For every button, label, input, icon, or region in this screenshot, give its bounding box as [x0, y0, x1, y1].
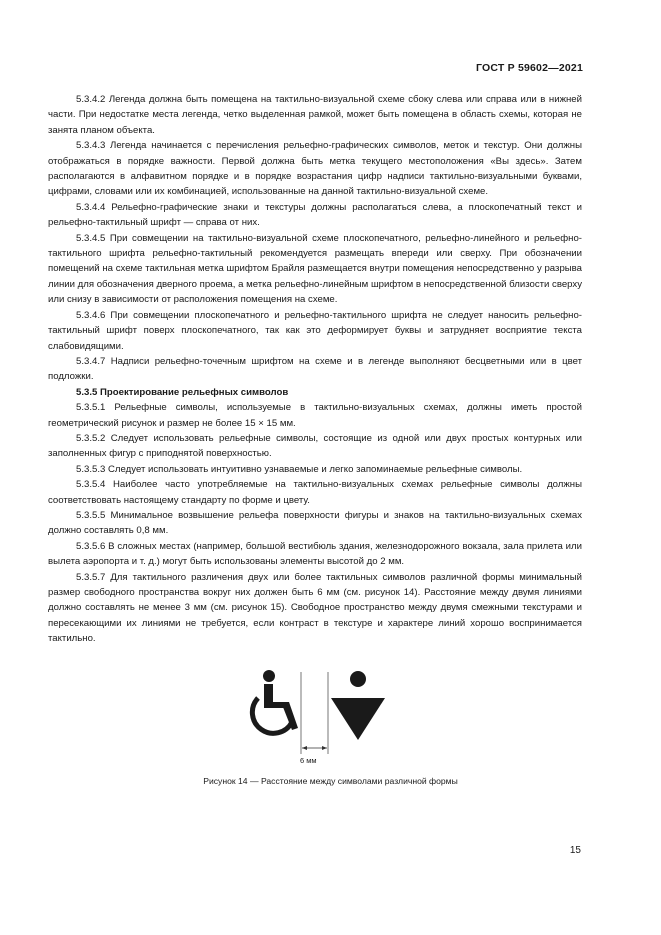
figure-14: [0, 670, 661, 770]
section-heading: 5.3.5 Проектирование рельефных символов: [76, 386, 289, 398]
paragraph: 5.3.4.2 Легенда должна быть помещена на тактильно-визуальной схеме сбоку слева или справа или в нижней части. При недостатке места легенда, четко выделенная рамкой, может быть помещена в область схемы, которая не занята планом объекта.: [48, 94, 582, 136]
paragraph: 5.3.5.1 Рельефные символы, используемые в тактильно-визуальных схемах, должны иметь простой геометрический рисунок и размер не более 15 × 15 мм.: [48, 402, 582, 429]
paragraph: 5.3.4.3 Легенда начинается с перечисления рельефно-графических символов, меток и текстур. Они должны отображаться в порядке важности. Первой должна быть метка текущего местоположения «Вы здесь». Затем располагаются в алфавитном порядке и в порядке возрастания цифр надписи тактильно-визуальными буквами, цифрами, словами или их комбинацией, использованные на данной тактильно-визуальной схеме.: [48, 140, 582, 198]
paragraph: 5.3.5.3 Следует использовать интуитивно узнаваемые и легко запоминаемые рельефные символы.: [76, 463, 523, 475]
symbols-figure: [0, 670, 661, 770]
body-text: [48, 92, 582, 647]
page-number: 15: [569, 845, 581, 856]
dimension-label: 6 мм: [300, 756, 317, 765]
standard-header: ГОСТ Р 59602—2021: [475, 62, 583, 74]
female-symbol-icon: [331, 671, 385, 740]
wheelchair-icon: [252, 670, 298, 733]
paragraph: 5.3.5.5 Минимальное возвышение рельефа поверхности фигуры и знаков на тактильно-визуальных схемах должно составлять 0,8 мм.: [48, 509, 582, 537]
paragraph: 5.3.4.7 Надписи рельефно-точечным шрифтом на схеме и в легенде выполняют бесцветными или в цвет подложки.: [48, 355, 582, 383]
paragraph: 5.3.5.4 Наиболее часто употребляемые на тактильно-визуальных схемах рельефные символы должны соответствовать настоящему стандарту по форме и цвету.: [48, 479, 582, 506]
paragraph: 5.3.5.6 В сложных местах (например, большой вестибюль здания, железнодорожного вокзала, зала прилета или вылета аэропорта и т. д.) могут быть использованы элементы высотой до 2 мм.: [48, 540, 582, 568]
figure-caption: Рисунок 14 — Расстояние между символами различной формы: [203, 776, 458, 786]
paragraph: 5.3.4.4 Рельефно-графические знаки и текстуры должны располагаться слева, а плоскопечатный текст и рельефно-тактильный шрифт — справа от них.: [48, 201, 582, 229]
paragraph: 5.3.4.5 При совмещении на тактильно-визуальной схеме плоскопечатного, рельефно-линейного и рельефно-тактильного шрифта рельефно-тактильный рекомендуется размещать впереди или сверху. При обозначении помещений на схеме тактильная метка шрифтом Брайля размещается внутри помещения непосредственно у разрыва линии для обозначения дверного проема, а метка рельефно-линейным шрифтом в непосредственной близости сверху или снизу в зависимости от расположения помещения на схеме.: [48, 232, 582, 306]
paragraph: 5.3.4.6 При совмещении плоскопечатного и рельефно-тактильного шрифта не следует наносить рельефно-тактильный шрифт поверх плоскопечатного, так как это деформирует буквы и затрудняет восприятие текста слабовидящими.: [48, 309, 582, 352]
arrow-left-icon: [302, 746, 307, 750]
paragraph: 5.3.5.7 Для тактильного различения двух или более тактильных символов различной формы минимальный размер свободного пространства вокруг них должен быть 6 мм (см. рисунок 14). Расстояние между двумя линиями должно составлять не менее 3 мм (см. рисунок 15). Свободное пространство между двумя смежными текстурами и пересекающими их линиями не требуется, если контраст в текстуре и характере линий хорошо воспринимается тактильно.: [48, 571, 582, 645]
paragraph: 5.3.5.2 Следует использовать рельефные символы, состоящие из одной или двух простых контурных или заполненных фигур с приподнятой поверхностью.: [48, 432, 582, 460]
arrow-right-icon: [322, 746, 327, 750]
